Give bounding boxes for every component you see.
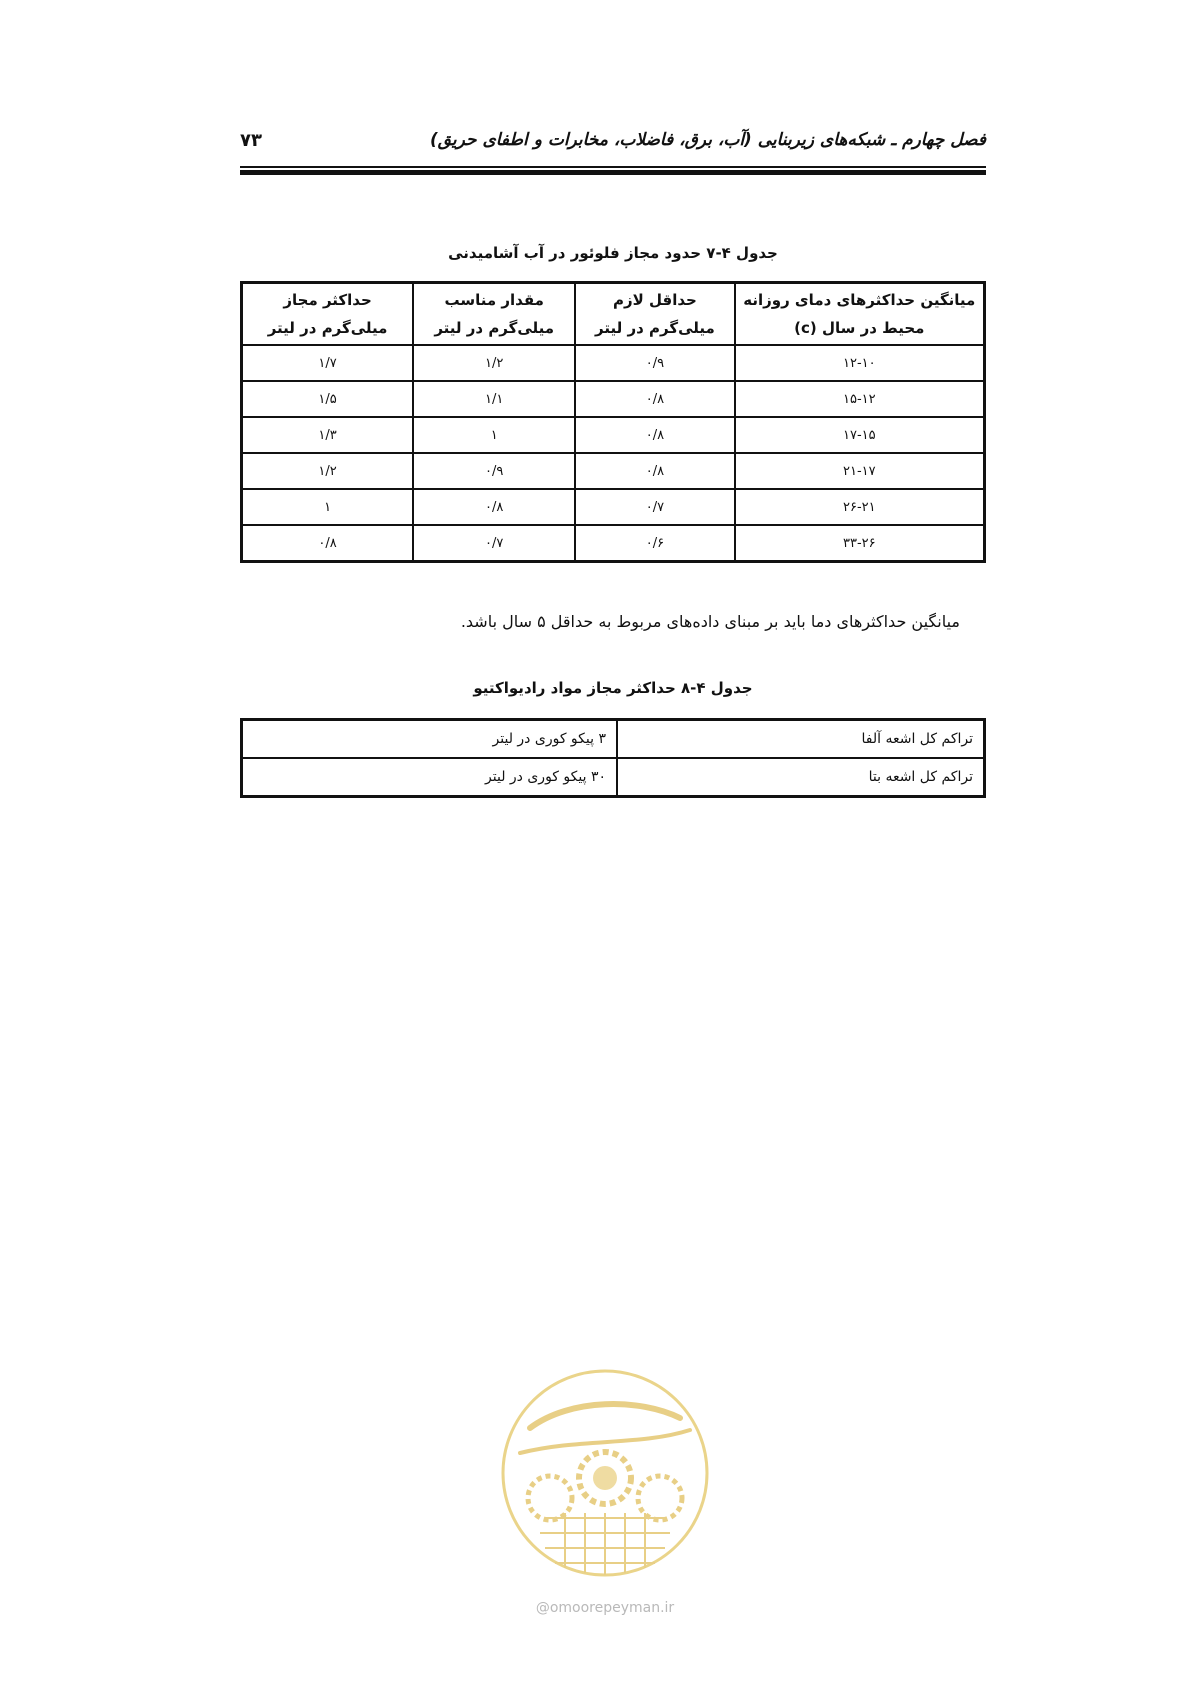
cell-temperature: ۲۶-۲۱ xyxy=(735,489,985,525)
cell-maximum: ۰/۸ xyxy=(242,525,414,562)
cell-limit: ۳۰ پیکو کوری در لیتر xyxy=(242,758,618,797)
cell-optimal: ۰/۷ xyxy=(413,525,575,562)
cell-temperature: ۱۲-۱۰ xyxy=(735,345,985,381)
header-line: میلی‌گرم در لیتر xyxy=(595,319,715,337)
header-rule-thin xyxy=(240,166,986,168)
cell-maximum: ۱/۷ xyxy=(242,345,414,381)
cell-minimum: ۰/۸ xyxy=(575,453,734,489)
header-line: میانگین حداکثرهای دمای روزانه xyxy=(743,291,976,309)
header-rule-thick xyxy=(240,170,986,175)
cell-limit: ۳ پیکو کوری در لیتر xyxy=(242,720,618,759)
cell-minimum: ۰/۹ xyxy=(575,345,734,381)
table1-caption: جدول ۴-۷ حدود مجاز فلوئور در آب آشامیدنی xyxy=(448,244,778,262)
watermark-url: @omoorepeyman.ir xyxy=(535,1600,675,1616)
cell-optimal: ۱ xyxy=(413,417,575,453)
cell-minimum: ۰/۷ xyxy=(575,489,734,525)
cell-parameter: تراکم کل اشعه بتا xyxy=(617,758,985,797)
cell-maximum: ۱ xyxy=(242,489,414,525)
cell-optimal: ۰/۸ xyxy=(413,489,575,525)
table-row xyxy=(242,417,985,453)
cell-minimum: ۰/۸ xyxy=(575,381,734,417)
header-line: میلی‌گرم در لیتر xyxy=(267,319,388,337)
cell-temperature: ۳۳-۲۶ xyxy=(735,525,985,562)
cell-maximum: ۱/۲ xyxy=(242,453,414,489)
header-line: محیط در سال (c) xyxy=(794,319,925,337)
cell-parameter: تراکم کل اشعه آلفا xyxy=(617,720,985,759)
watermark-logo xyxy=(490,1358,720,1598)
table-row xyxy=(242,525,985,562)
header-line: حداقل لازم xyxy=(613,291,697,309)
header-maximum xyxy=(242,283,414,346)
radioactive-limits-table xyxy=(240,718,986,798)
table-row xyxy=(242,720,985,759)
cell-temperature: ۲۱-۱۷ xyxy=(735,453,985,489)
header-line: مقدار مناسب xyxy=(444,291,544,309)
cell-minimum: ۰/۶ xyxy=(575,525,734,562)
table-row xyxy=(242,489,985,525)
header-line: حداکثر مجاز xyxy=(283,291,372,309)
header-line: میلی‌گرم در لیتر xyxy=(434,319,555,337)
cell-optimal: ۱/۱ xyxy=(413,381,575,417)
temperature-note: میانگین حداکثرهای دما باید بر مبنای داده‌های مربوط به حداقل ۵ سال باشد. xyxy=(460,612,960,631)
cell-maximum: ۱/۳ xyxy=(242,417,414,453)
table-row xyxy=(242,758,985,797)
table-row xyxy=(242,345,985,381)
table-row xyxy=(242,381,985,417)
cell-optimal: ۰/۹ xyxy=(413,453,575,489)
page-number: ۷۳ xyxy=(240,130,262,151)
table-header-row xyxy=(242,283,985,346)
header-temperature xyxy=(735,283,985,346)
cell-temperature: ۱۵-۱۲ xyxy=(735,381,985,417)
cell-temperature: ۱۷-۱۵ xyxy=(735,417,985,453)
watermark xyxy=(490,1358,720,1628)
fluoride-limits-table xyxy=(240,281,986,563)
page-header xyxy=(240,130,986,160)
table2-caption: جدول ۴-۸ حداکثر مجاز مواد رادیواکتیو xyxy=(473,679,753,697)
header-optimal xyxy=(413,283,575,346)
chapter-title: فصل چهارم ـ شبکه‌های زیربنایی (آب، برق، فاضلاب، مخابرات و اطفای حریق) xyxy=(429,130,986,150)
table-row xyxy=(242,453,985,489)
cell-optimal: ۱/۲ xyxy=(413,345,575,381)
cell-minimum: ۰/۸ xyxy=(575,417,734,453)
cell-maximum: ۱/۵ xyxy=(242,381,414,417)
header-minimum xyxy=(575,283,734,346)
